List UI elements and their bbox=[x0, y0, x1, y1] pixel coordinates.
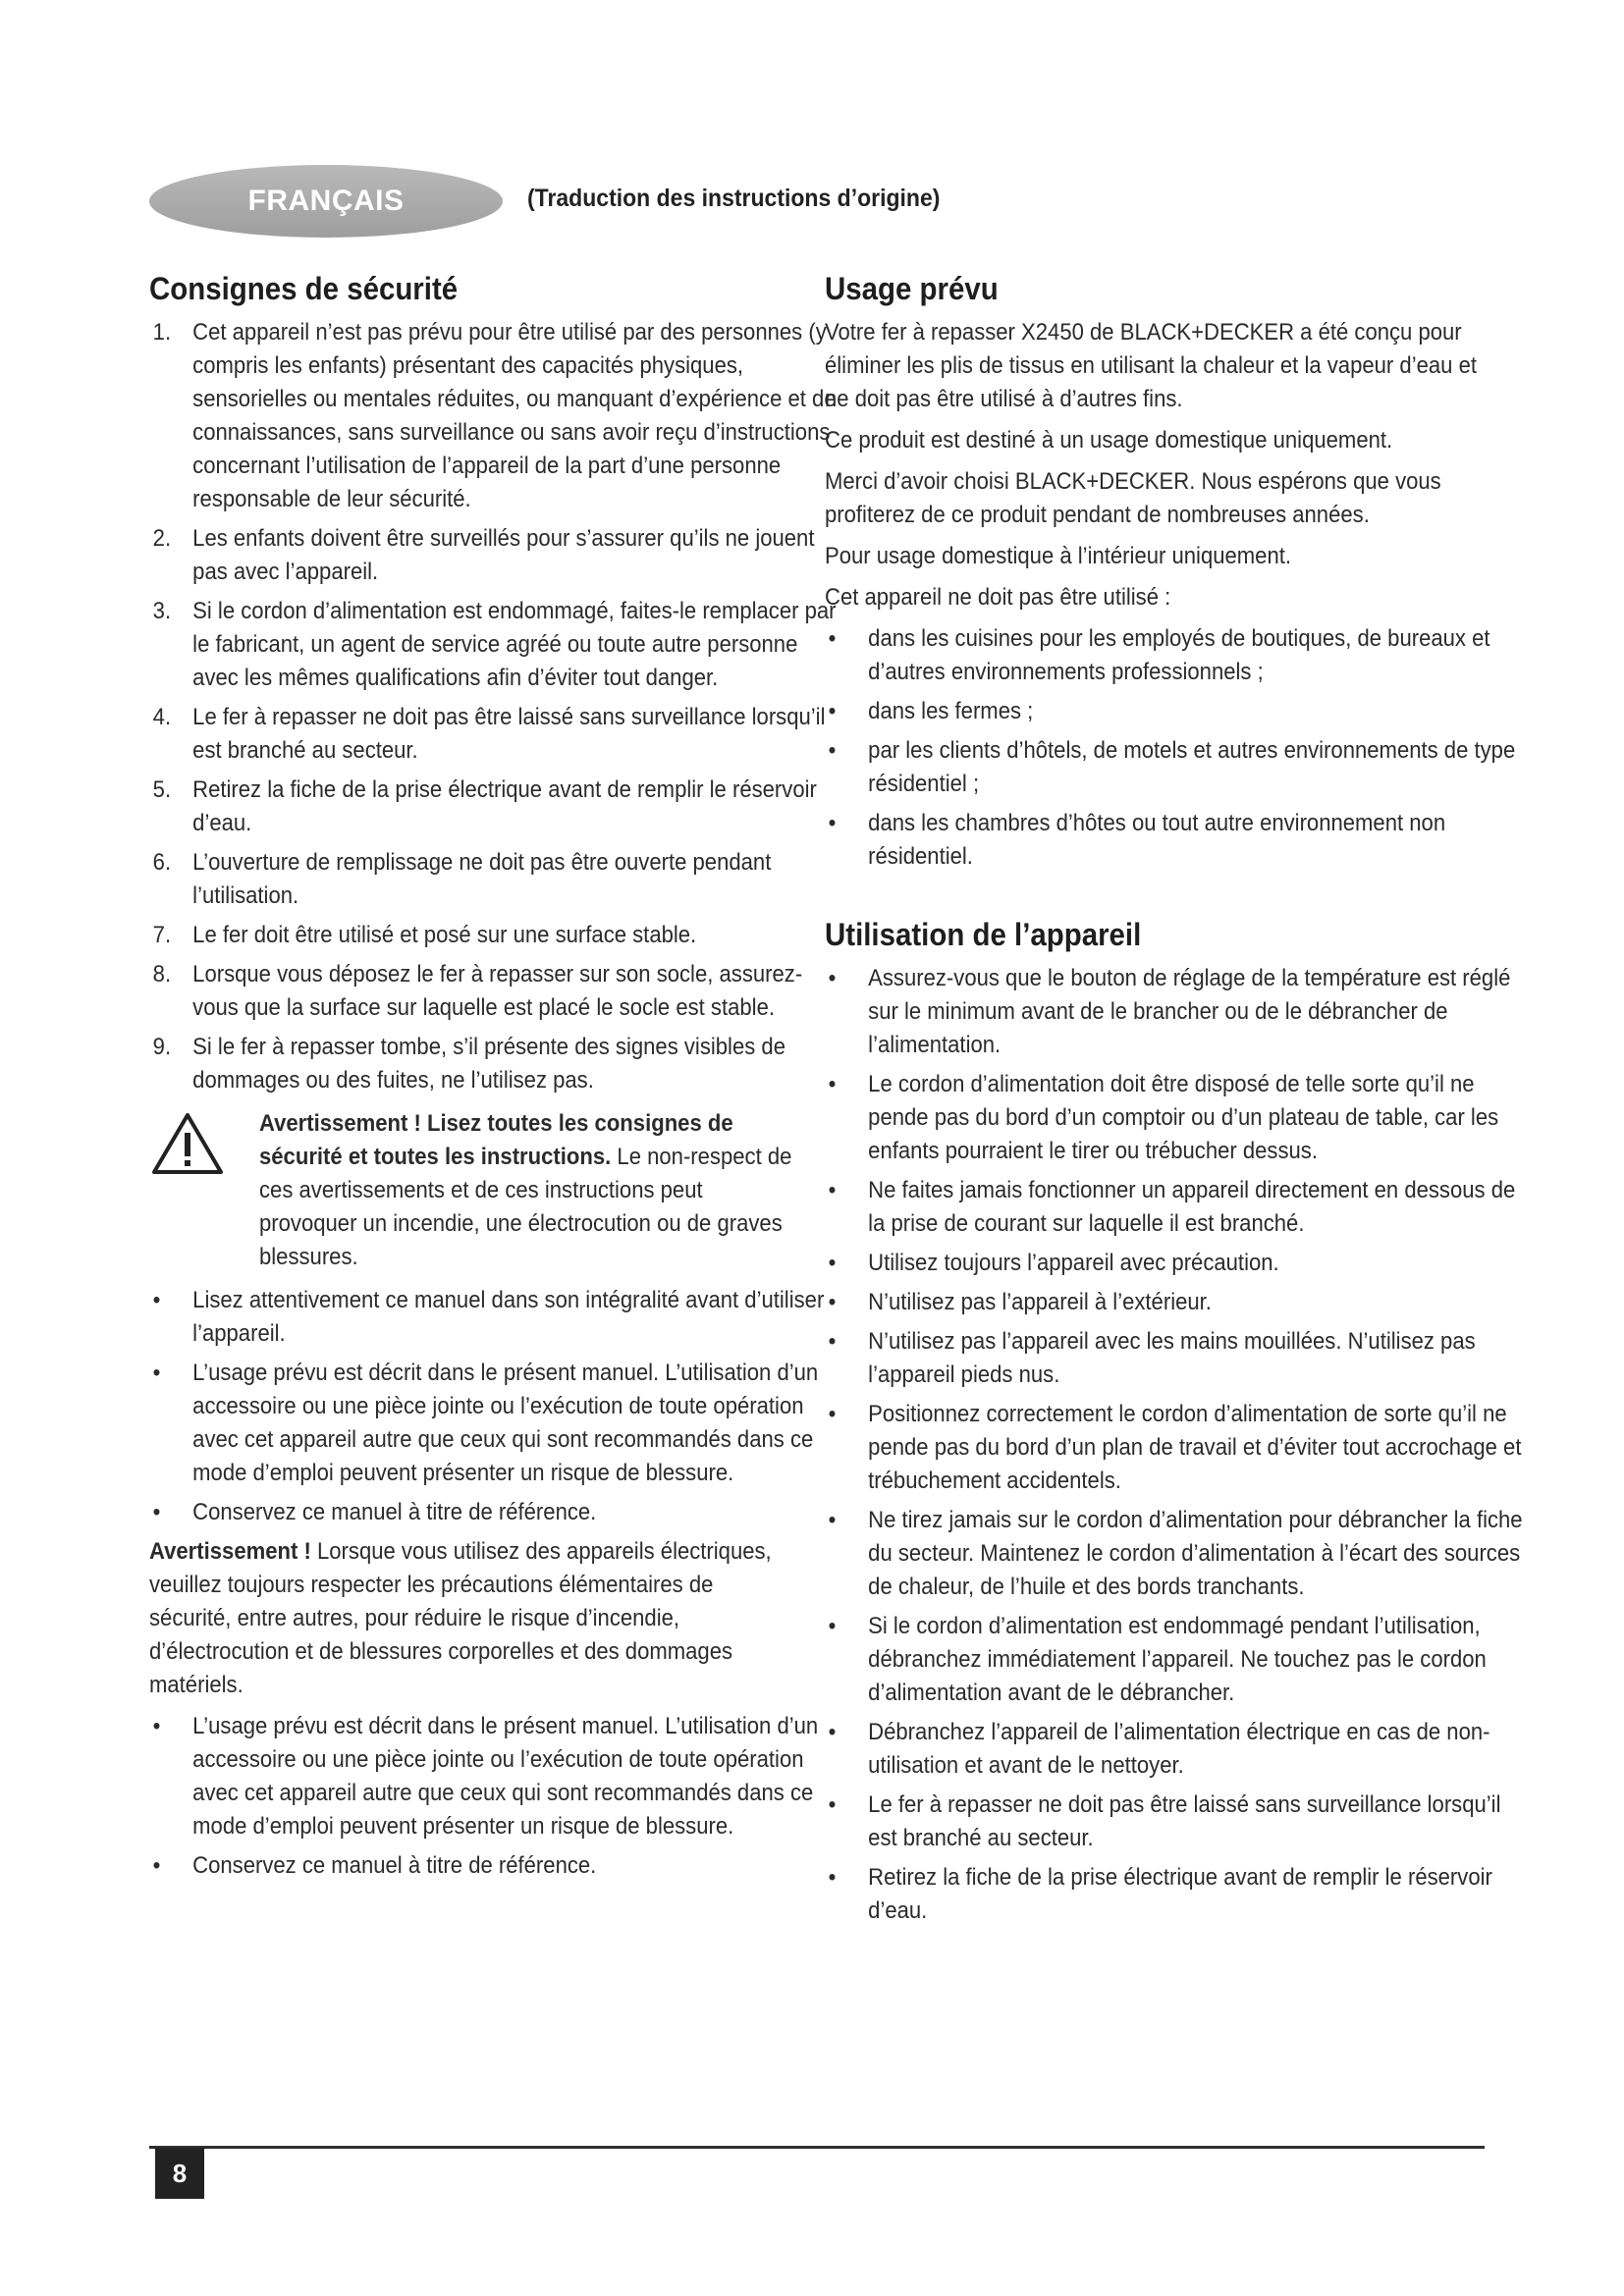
usage-paragraph: Pour usage domestique à l’intérieur uniquement. bbox=[825, 543, 1292, 569]
usage-paragraph: Ce produit est destiné à un usage domestique uniquement. bbox=[825, 427, 1393, 454]
list-item: 7. Le fer doit être utilisé et posé sur une surface stable. bbox=[152, 922, 697, 948]
utilisation-title: Utilisation de l’appareil bbox=[825, 917, 1142, 952]
usage-paragraph: Votre fer à repasser X2450 de BLACK+DECKER a été conçu pour éliminer les plis de tissus en utilisant la chaleur et la vapeur d’eau et ne doit pas être utilisé à d’autres fins. bbox=[825, 319, 1477, 412]
list-item: 4. Le fer à repasser ne doit pas être laissé sans surveillance lorsqu’il est branché au secteur. bbox=[152, 704, 826, 764]
list-item: • Utilisez toujours l’appareil avec précaution. bbox=[828, 1250, 1279, 1276]
list-item: • Conservez ce manuel à titre de référence. bbox=[152, 1499, 597, 1525]
list-item: • Ne tirez jamais sur le cordon d’alimentation pour débrancher la fiche du secteur. Maintenez le cordon d’alimentation à l’écart des sources de chaleur, de l’huile et des bords tranchants. bbox=[828, 1507, 1523, 1600]
list-item: • Conservez ce manuel à titre de référence. bbox=[152, 1852, 597, 1879]
safety-list bbox=[149, 316, 837, 1097]
list-item: • Le fer à repasser ne doit pas être laissé sans surveillance lorsqu’il est branché au secteur. bbox=[828, 1791, 1501, 1851]
footer-rule bbox=[149, 2146, 1485, 2149]
warning-triangle-icon bbox=[151, 1111, 224, 1176]
warning-text: Avertissement ! Lisez toutes les consignes de sécurité et toutes les instructions. Le non-respect de ces avertissements et de ces instructions peut provoquer un incendie, une électrocution ou de graves blessures. bbox=[259, 1110, 792, 1270]
translation-subtitle: (Traduction des instructions d’origine) bbox=[527, 185, 941, 212]
list-item: 3. Si le cordon d’alimentation est endommagé, faites-le remplacer par le fabricant, un agent de service agréé ou toute autre personne avec les mêmes qualifications afin d’éviter tout danger. bbox=[152, 598, 837, 691]
list-item: • Débranchez l’appareil de l’alimentation électrique en cas de non-utilisation et avant de le nettoyer. bbox=[828, 1719, 1490, 1779]
bullet-list-1 bbox=[149, 1284, 825, 1529]
language-badge: FRANÇAIS bbox=[149, 165, 503, 238]
list-item: • Le cordon d’alimentation doit être disposé de telle sorte qu’il ne pende pas du bord d’un comptoir ou d’un plateau de table, car les enfants pourraient le tirer ou trébucher dessus. bbox=[828, 1071, 1499, 1164]
list-item: • Assurez-vous que le bouton de réglage de la température est réglé sur le minimum avant de le brancher ou de le débrancher de l’alimentation. bbox=[828, 965, 1511, 1058]
bullet-list-2 bbox=[149, 1710, 819, 1883]
left-column bbox=[149, 267, 837, 1889]
list-item: • dans les cuisines pour les employés de boutiques, de bureaux et d’autres environnements professionnels ; bbox=[828, 625, 1490, 685]
list-item: • dans les chambres d’hôtes ou tout autre environnement non résidentiel. bbox=[828, 810, 1446, 870]
utilisation-bullets bbox=[825, 962, 1523, 1928]
list-item: • Lisez attentivement ce manuel dans son intégralité avant d’utiliser l’appareil. bbox=[152, 1287, 825, 1347]
list-item: • par les clients d’hôtels, de motels et autres environnements de type résidentiel ; bbox=[828, 737, 1516, 797]
list-item: • Ne faites jamais fonctionner un appareil directement en dessous de la prise de courant sur laquelle il est branché. bbox=[828, 1177, 1516, 1237]
right-column bbox=[825, 267, 1523, 1934]
usage-title: Usage prévu bbox=[825, 271, 999, 306]
safety-title: Consignes de sécurité bbox=[149, 271, 459, 306]
list-item: • Si le cordon d’alimentation est endommagé pendant l’utilisation, débranchez immédiatement l’appareil. Ne touchez pas le cordon d’alimentation avant de le débrancher. bbox=[828, 1613, 1487, 1706]
warning-block bbox=[149, 1107, 797, 1274]
list-item: • L’usage prévu est décrit dans le présent manuel. L’utilisation d’un accessoire ou une pièce jointe ou l’exécution de toute opération avec cet appareil autre que ceux qui sont recommandés dans ce mode d’emploi peuvent présenter un risque de blessure. bbox=[152, 1360, 819, 1486]
usage-paragraph: Cet appareil ne doit pas être utilisé : bbox=[825, 584, 1171, 611]
list-item: 8. Lorsque vous déposez le fer à repasser sur son socle, assurez-vous que la surface sur laquelle est placé le socle est stable. bbox=[152, 961, 803, 1021]
warning2-text: Avertissement ! Lorsque vous utilisez des appareils électriques, veuillez toujours respecter les précautions élémentaires de sécurité, entre autres, pour réduire le risque d’incendie, d’électrocution et de blessures corporelles et des dommages matériels. bbox=[149, 1538, 772, 1698]
list-item: 6. L’ouverture de remplissage ne doit pas être ouverte pendant l’utilisation. bbox=[152, 849, 772, 909]
list-item: • L’usage prévu est décrit dans le présent manuel. L’utilisation d’un accessoire ou une pièce jointe ou l’exécution de toute opération avec cet appareil autre que ceux qui sont recommandés dans ce mode d’emploi peuvent présenter un risque de blessure. bbox=[152, 1713, 819, 1840]
list-item: 2. Les enfants doivent être surveillés pour s’assurer qu’ils ne jouent pas avec l’appareil. bbox=[152, 525, 815, 585]
list-item: • dans les fermes ; bbox=[828, 698, 1034, 724]
list-item: • N’utilisez pas l’appareil avec les mains mouillées. N’utilisez pas l’appareil pieds nus. bbox=[828, 1328, 1476, 1388]
list-item: 9. Si le fer à repasser tombe, s’il présente des signes visibles de dommages ou des fuites, ne l’utilisez pas. bbox=[152, 1034, 785, 1094]
page-number: 8 bbox=[155, 2148, 204, 2199]
usage-paragraph: Merci d’avoir choisi BLACK+DECKER. Nous espérons que vous profiterez de ce produit pendant de nombreuses années. bbox=[825, 468, 1441, 528]
list-item: • N’utilisez pas l’appareil à l’extérieur. bbox=[828, 1289, 1212, 1315]
list-item: • Retirez la fiche de la prise électrique avant de remplir le réservoir d’eau. bbox=[828, 1864, 1492, 1924]
list-item: • Positionnez correctement le cordon d’alimentation de sorte qu’il ne pende pas du bord d’un plan de travail et d’éviter tout accrochage et trébuchement accidentels. bbox=[828, 1401, 1522, 1494]
list-item: 5. Retirez la fiche de la prise électrique avant de remplir le réservoir d’eau. bbox=[152, 776, 817, 836]
warning2-bold: Avertissement ! bbox=[149, 1538, 311, 1565]
usage-bullets bbox=[825, 622, 1516, 874]
list-item: 1. Cet appareil n’est pas prévu pour être utilisé par des personnes (y compris les enfants) présentant des capacités physiques, sensorielles ou mentales réduites, ou manquant d’expérience et de connaissances, sans surveillance ou sans avoir reçu d’instructions concernant l’utilisation de l’appareil de la part d’une personne responsable de leur sécurité. bbox=[152, 319, 837, 512]
warning-bold: Avertissement ! Lisez toutes les consignes de sécurité et toutes les instructions. bbox=[259, 1110, 733, 1170]
